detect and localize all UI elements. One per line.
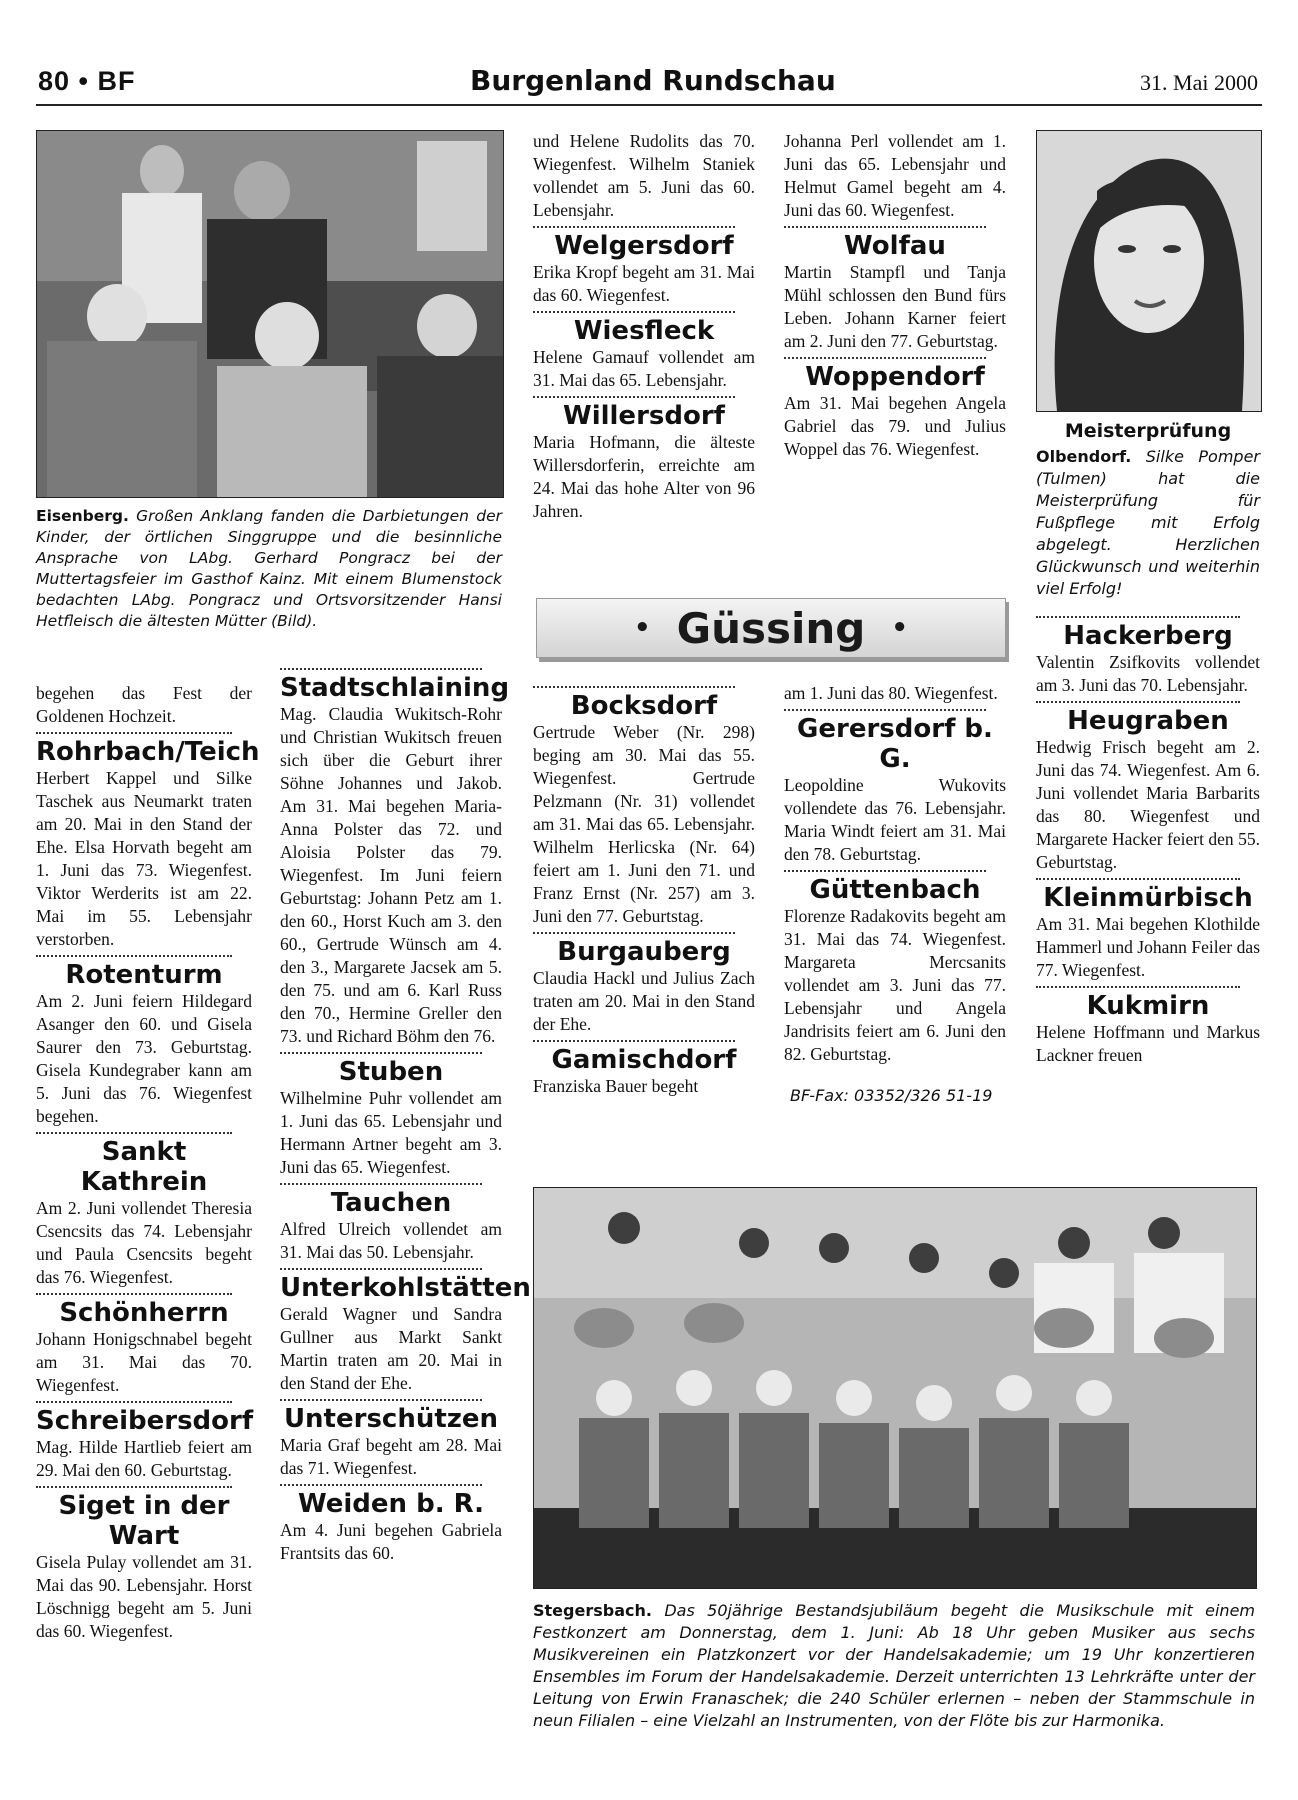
location-text: Claudia Hackl und Julius Zach traten am 20. Mai in den Stand der Ehe.	[533, 968, 755, 1034]
separator	[784, 226, 986, 228]
location-text: Hedwig Frisch begeht am 2. Juni das 74. Wiegenfest. Am 6. Juni vollendet Maria Barbarits das 80. Wiegenfest und Margarete Hacker feiert den 55. Geburtstag.	[1036, 737, 1260, 872]
fax-number: BF-Fax: 03352/326 51-19	[790, 1086, 993, 1105]
location-text: Florenze Radakovits begeht am 31. Mai das 74. Wiegenfest. Margareta Mercsanits vollendet am 3. Juni das 77. Lebensjahr und Angela Jandrisits feiert am 6. Juni den 82. Geburtstag.	[784, 906, 1006, 1064]
separator	[36, 1486, 232, 1488]
location-heading: Tauchen	[330, 1188, 452, 1218]
location-text: Gisela Pulay vollendet am 31. Mai das 90. Lebensjahr. Horst Löschnigg begeht am 5. Juni das 60. Wiegenfest.	[36, 1552, 252, 1641]
location-text: Helene Gamauf vollendet am 31. Mai das 65. Lebensjahr.	[533, 347, 755, 390]
location-text: Mag. Claudia Wukitsch-Rohr und Christian Wukitsch freuen sich über die Geburt ihrer Söhne Johannes und Jakob. Am 31. Mai begehen Maria-Anna Polster das 72. und Aloisia Polster das 79. Wiegenfest. Im Juni feiern Geburtstag: Johann Petz am 1. den 60., Horst Kuch am 3. den 60., Gertrude Wünsch am 4. den 3., Margarete Jacsek am 5. den 75. und am 6. Karl Russ den 70., Hermine Greller den 73. und Richard Böhm den 76.	[280, 704, 502, 1046]
location-text: Wilhelmine Puhr vollendet am 1. Juni das 65. Lebensjahr und Hermann Artner begeht am 3. Juni das 65. Wiegenfest.	[280, 1088, 502, 1177]
location-text: Leopoldine Wukovits vollendete das 76. Lebensjahr. Maria Windt feiert am 31. Mai den 78. Geburtstag.	[784, 775, 1006, 864]
photo-music-school-caption	[533, 1600, 1255, 1732]
location-heading: Kukmirn	[1086, 991, 1210, 1021]
separator	[36, 1132, 232, 1134]
location-heading: Siget in der Wart	[58, 1491, 230, 1551]
location-text: Erika Kropf begeht am 31. Mai das 60. Wiegenfest.	[533, 262, 755, 305]
location-heading: Heugraben	[1067, 706, 1229, 736]
column-d-bottom	[784, 682, 1006, 1105]
banner-bullet: •	[891, 613, 908, 643]
header-rule	[36, 104, 1262, 106]
photo-music-school	[533, 1187, 1257, 1589]
column-c-intro: und Helene Rudolits das 70. Wiegenfest. Wilhelm Staniek vollendet am 5. Juni das 60. Lebensjahr.	[533, 131, 755, 220]
separator	[1036, 701, 1240, 703]
column-a	[36, 682, 260, 1643]
separator	[280, 1052, 482, 1054]
location-text: Mag. Hilde Hartlieb feiert am 29. Mai den 60. Geburtstag.	[36, 1437, 252, 1480]
separator	[36, 732, 232, 734]
caption-text: Silke Pomper (Tulmen) hat die Meisterprüfung für Fußpflege mit Erfolg abgelegt. Herzlichen Glückwunsch und weiterhin viel Erfolg!	[1036, 447, 1260, 598]
column-d-top	[784, 130, 1006, 461]
location-text: Herbert Kappel und Silke Taschek aus Neumarkt traten am 20. Mai in den Stand der Ehe. Elsa Horvath begeht am 1. Juni das 73. Wiegenfest. Viktor Werderits ist am 22. Mai im 55. Lebensjahr verstorben.	[36, 768, 252, 949]
location-text: Martin Stampfl und Tanja Mühl schlossen den Bund fürs Leben. Johann Karner feiert am 2. Juni den 77. Geburtstag.	[784, 262, 1006, 351]
separator	[533, 932, 735, 934]
caption-text: Das 50jährige Bestandsjubiläum begeht die Musikschule mit einem Festkonzert am Donnerstag, dem 1. Juni: Ab 18 Uhr geben Musiker aus sechs Musikvereinen ein Platzkonzert vor der Handelsakademie; um 19 Uhr konzertieren Ensembles im Forum der Handelsakademie. Derzeit unterrichten 13 Lehrkräfte unter der Leitung von Erwin Franaschek; die 240 Schüler erlernen – neben der Stammschule in neun Filialen – eine Vielzahl an Instrumenten, von der Flöte bis zur Harmonika.	[533, 1601, 1255, 1730]
portrait-title: Meisterprüfung	[1064, 420, 1232, 442]
separator	[1036, 616, 1240, 618]
separator	[533, 1040, 735, 1042]
location-text: Alfred Ulreich vollendet am 31. Mai das 50. Lebensjahr.	[280, 1219, 502, 1262]
photo-portrait	[1036, 130, 1262, 412]
separator	[1036, 986, 1240, 988]
separator	[784, 709, 986, 711]
photo-portrait-image	[1037, 131, 1261, 411]
newspaper-title: Burgenland Rundschau	[470, 64, 836, 97]
location-heading: Bocksdorf	[570, 691, 718, 721]
location-text: Am 31. Mai begehen Klothilde Hammerl und Johann Feiler das 77. Wiegenfest.	[1036, 914, 1260, 980]
page-number: 80 • BF	[38, 66, 136, 96]
location-heading: Woppendorf	[805, 362, 985, 392]
location-heading: Kleinmürbisch	[1043, 883, 1253, 913]
column-a-intro: begehen das Fest der Goldenen Hochzeit.	[36, 683, 252, 726]
location-text: Gertrude Weber (Nr. 298) beging am 30. Mai das 55. Wiegenfest. Gertrude Pelzmann (Nr. 31) vollendet am 31. Mai das 65. Lebensjahr. Wilhelm Herlicska (Nr. 64) feiert am 1. Juni den 71. und Franz Ernst (Nr. 257) am 3. Juni den 77. Geburtstag.	[533, 722, 755, 926]
location-heading: Wiesfleck	[573, 316, 715, 346]
location-text: Gerald Wagner und Sandra Gullner aus Markt Sankt Martin traten am 20. Mai in den Stand der Ehe.	[280, 1304, 502, 1393]
location-heading: Gerersdorf b. G.	[797, 714, 993, 774]
location-heading: Schreibersdorf	[36, 1406, 254, 1436]
column-b	[280, 664, 531, 1565]
separator	[280, 1268, 482, 1270]
separator	[533, 226, 735, 228]
banner-bullet: •	[634, 613, 651, 643]
separator	[36, 1293, 232, 1295]
portrait-caption	[1036, 446, 1260, 600]
location-heading: Güttenbach	[809, 875, 981, 905]
location-heading: Willersdorf	[563, 401, 725, 431]
separator	[1036, 878, 1240, 880]
location-heading: Unterkohlstätten	[280, 1273, 531, 1303]
location-heading: Stuben	[338, 1057, 444, 1087]
caption-place: Olbendorf.	[1036, 447, 1132, 466]
separator	[280, 668, 482, 670]
separator	[533, 396, 735, 398]
location-text: Am 4. Juni begehen Gabriela Frantsits das 60.	[280, 1520, 502, 1563]
photo-eisenberg-caption	[36, 506, 502, 632]
separator	[533, 311, 735, 313]
separator	[280, 1399, 482, 1401]
separator	[784, 357, 986, 359]
region-banner-guessing	[536, 598, 1006, 658]
separator	[533, 686, 735, 688]
issue-date: 31. Mai 2000	[1140, 70, 1258, 95]
separator	[784, 870, 986, 872]
column-c-top	[533, 130, 755, 523]
location-text: Am 31. Mai begehen Angela Gabriel das 79. und Julius Woppel das 76. Wiegenfest.	[784, 393, 1006, 459]
photo-music-school-image	[534, 1188, 1256, 1588]
separator	[280, 1484, 482, 1486]
caption-text: Großen Anklang fanden die Darbietungen der Kinder, der örtlichen Singgruppe und die besinnliche Ansprache von LAbg. Gerhard Pongracz bei der Muttertagsfeier im Gasthof Kainz. Mit einem Blumenstock bedachten LAbg. Pongracz und Ortsvorsitzender Hansi Hetfleisch die ältesten Mütter (Bild).	[36, 507, 502, 630]
location-text: Am 2. Juni vollendet Theresia Csencsits das 74. Lebensjahr und Paula Csencsits begeht das 76. Wiegenfest.	[36, 1198, 252, 1287]
photo-eisenberg-image	[37, 131, 503, 497]
caption-place: Eisenberg.	[36, 507, 129, 525]
column-d-intro: Johanna Perl vollendet am 1. Juni das 65. Lebensjahr und Helmut Gamel begeht am 4. Juni das 60. Wiegenfest.	[784, 131, 1006, 220]
location-heading: Wolfau	[844, 231, 946, 261]
location-text: Am 2. Juni feiern Hildegard Asanger den 60. und Gisela Saurer den 73. Geburtstag. Gisela Kundegraber kann am 5. Juni das 76. Wiegenfest begehen.	[36, 991, 252, 1126]
location-heading: Sankt Kathrein	[80, 1137, 208, 1197]
location-heading: Burgauberg	[557, 937, 731, 967]
location-heading: Welgersdorf	[554, 231, 734, 261]
banner-title: Güssing	[676, 603, 866, 653]
column-d-bottom-intro: am 1. Juni das 80. Wiegenfest.	[784, 683, 998, 703]
location-heading: Stadtschlaining	[280, 673, 510, 703]
location-heading: Hackerberg	[1063, 621, 1233, 651]
location-heading: Unterschützen	[283, 1404, 499, 1434]
location-text: Maria Graf begeht am 28. Mai das 71. Wiegenfest.	[280, 1435, 502, 1478]
separator	[36, 955, 232, 957]
separator	[36, 1401, 232, 1403]
location-text: Valentin Zsifkovits vollendet am 3. Juni das 70. Lebensjahr.	[1036, 652, 1260, 695]
location-heading: Schönherrn	[59, 1298, 229, 1328]
location-text: Maria Hofmann, die älteste Willersdorferin, erreichte am 24. Mai das hohe Alter von 96 Jahren.	[533, 432, 755, 521]
column-c-bottom	[533, 682, 755, 1098]
location-heading: Weiden b. R.	[297, 1489, 485, 1519]
photo-eisenberg	[36, 130, 504, 498]
caption-place: Stegersbach.	[533, 1601, 652, 1620]
location-heading: Rohrbach/Teich	[36, 737, 260, 767]
separator	[280, 1183, 482, 1185]
column-e	[1036, 420, 1260, 1067]
location-heading: Rotenturm	[65, 960, 223, 990]
location-text: Franziska Bauer begeht	[533, 1076, 699, 1096]
location-text: Helene Hoffmann und Markus Lackner freuen	[1036, 1022, 1260, 1065]
location-text: Johann Honigschnabel begeht am 31. Mai das 70. Wiegenfest.	[36, 1329, 252, 1395]
location-heading: Gamischdorf	[551, 1045, 737, 1075]
